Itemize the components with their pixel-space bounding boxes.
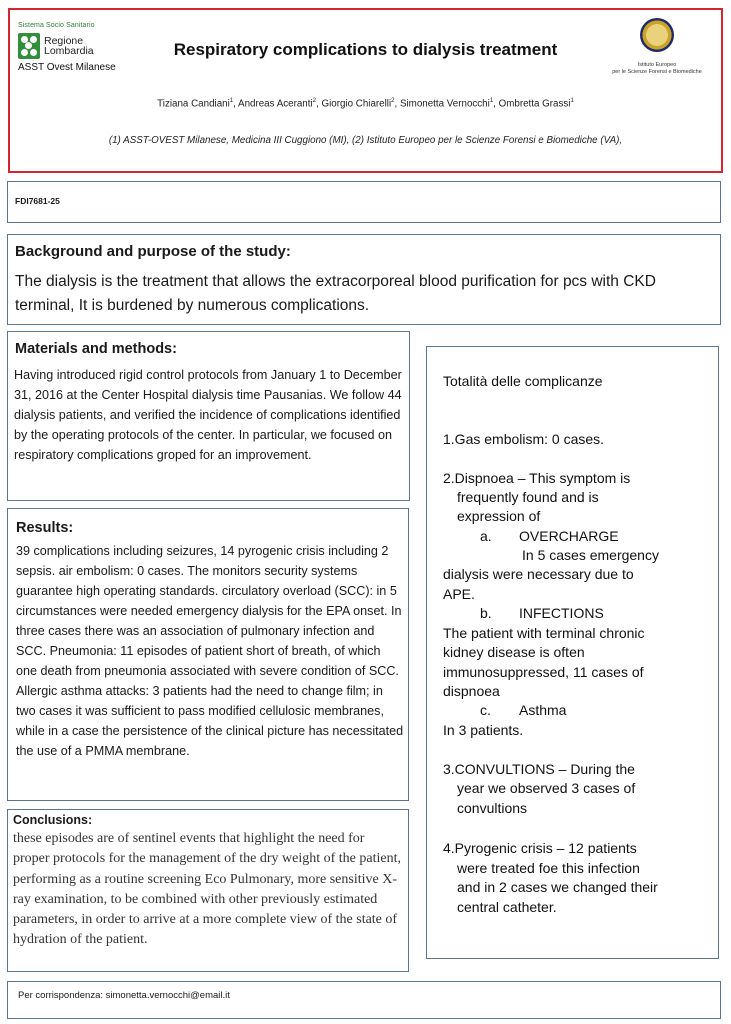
summary-item-4-line3: and in 2 cases we changed their <box>457 879 658 895</box>
sub-b-line3: immunosuppressed, 11 cases of <box>443 664 644 680</box>
sub-a-line1: In 5 cases emergency <box>522 547 659 563</box>
institute-seal-icon <box>640 18 674 52</box>
materials-section <box>7 331 410 501</box>
author-name: Giorgio Chiarelli <box>321 98 392 110</box>
sub-c-line1: In 3 patients. <box>443 722 524 738</box>
materials-heading: Materials and methods: <box>15 341 177 357</box>
poster-title: Respiratory complications to dialysis treatment <box>173 40 558 59</box>
correspondence-email: Per corrispondenza: simonetta.vernocchi@email.it <box>18 990 230 1001</box>
results-heading: Results: <box>16 520 74 536</box>
summary-item-2-line3: expression of <box>457 508 541 524</box>
summary-item-2-line2: frequently found and is <box>457 489 599 505</box>
sub-c-title: Asthma <box>519 702 567 718</box>
author-name: Simonetta Vernocchi <box>399 98 490 110</box>
sub-a-line2: dialysis were necessary due to <box>443 566 634 582</box>
author-affiliation-number: 2 <box>391 98 395 104</box>
author-affiliation-number: 1 <box>489 98 494 104</box>
author-affiliation-number: 1 <box>229 98 234 104</box>
summary-title: Totalità delle complicanze <box>443 373 603 389</box>
summary-item-4-line4: central catheter. <box>457 899 557 915</box>
author-name: Tiziana Candiani <box>157 98 230 110</box>
materials-text: Having introduced rigid control protocols from January 1 to December 31, 2016 at the Center Hospital dialysis time Pausanias. We follow 44 dialysis patients, and verified the incidence of complications identified by the operating protocols of the center. In particular, we focused on respiratory complications groped for an improvement. <box>14 368 402 462</box>
affiliations: (1) ASST-OVEST Milanese, Medicina III Cuggiono (MI), (2) Istituto Europeo per le Scienze Forensi e Biomediche (VA), <box>108 135 623 146</box>
author-name: Andreas Aceranti <box>238 98 313 110</box>
author-name: Ombretta Grassi <box>498 98 571 110</box>
conclusions-section <box>7 809 409 972</box>
abstract-code-box <box>7 181 721 223</box>
summary-item-1: 1.Gas embolism: 0 cases. <box>443 431 605 447</box>
correspondence-box <box>7 981 721 1019</box>
sub-b-title: INFECTIONS <box>519 605 604 621</box>
author-affiliation-number: 2 <box>312 98 316 104</box>
sub-a-label: a. <box>480 528 492 544</box>
background-section <box>7 234 721 325</box>
conclusions-heading: Conclusions: <box>13 813 93 827</box>
background-text: The dialysis is the treatment that allows the extracorporeal blood purification for pcs with CKD terminal, It is burdened by numerous complications. <box>15 273 656 314</box>
sub-b-label: b. <box>480 605 492 621</box>
sub-b-line4: dispnoea <box>443 683 500 699</box>
complications-summary-box <box>426 346 719 959</box>
sub-b-line1: The patient with terminal chronic <box>443 625 645 641</box>
author-affiliation-number: 1 <box>570 98 574 104</box>
logo-regione: Regione <box>44 35 84 47</box>
sub-a-title: OVERCHARGE <box>519 528 619 544</box>
conclusions-text: these episodes are of sentinel events that highlight the need for proper protocols for the management of the dry weight of the patient, performing as a routine screening Eco Pulmonary, more sensitive X-ray examination, to be combined with other previously estimated parameters, in order to arrive at a more complete view of the state of hydration of the patient. <box>13 831 401 948</box>
results-section <box>7 508 409 801</box>
background-heading: Background and purpose of the study: <box>15 243 291 260</box>
summary-item-4-line1: 4.Pyrogenic crisis – 12 patients <box>443 840 637 856</box>
poster-header <box>8 8 723 173</box>
logo-asst: ASST Ovest Milanese <box>18 62 116 73</box>
results-text: 39 complications including seizures, 14 pyrogenic crisis including 2 sepsis. air embolism: 0 cases. The monitors security systems guarantee high operating standards. circulatory overload (SCC): in 5 circumstances were needed emergency dialysis for the EPA onset. In three cases there was an association of pulmonary infection and SCC. Pneumonia: 11 episodes of patient short of breath, of which one death from pneumonia associated with severe condition of SCC. Allergic asthma attacks: 3 patients had the need to change film; in two cases it was sufficient to pass modified cellulosic membranes, while in a case the persistence of the clinical picture has necessitated the use of a PMMA membrane. <box>16 544 404 758</box>
logo-lombardia: Lombardia <box>44 45 94 57</box>
summary-item-3-line2: year we observed 3 cases of <box>457 780 636 796</box>
summary-item-2-line1: 2.Dispnoea – This symptom is <box>443 470 631 486</box>
summary-item-3-line3: convultions <box>457 800 528 816</box>
institute-logo <box>597 18 717 76</box>
institute-name-line1: Istituto Europeo <box>637 62 677 68</box>
institute-name-line2: per le Scienze Forensi e Biomediche <box>612 69 702 75</box>
summary-item-4-line2: were treated foe this infection <box>457 860 640 876</box>
abstract-code: FDI7681-25 <box>15 196 60 206</box>
summary-item-3-line1: 3.CONVULTIONS – During the <box>443 761 635 777</box>
sub-a-line3: APE. <box>443 586 475 602</box>
logo-tagline: Sistema Socio Sanitario <box>18 22 95 29</box>
sub-c-label: c. <box>480 702 491 718</box>
author-list: Tiziana Candiani$^1$, Andreas Aceranti$^2$, Giorgio Chiarelli$^2$, Simonetta Vernocchi$^1$, Ombretta Grassi$^1$ <box>157 98 574 110</box>
sub-b-line2: kidney disease is often <box>443 644 585 660</box>
